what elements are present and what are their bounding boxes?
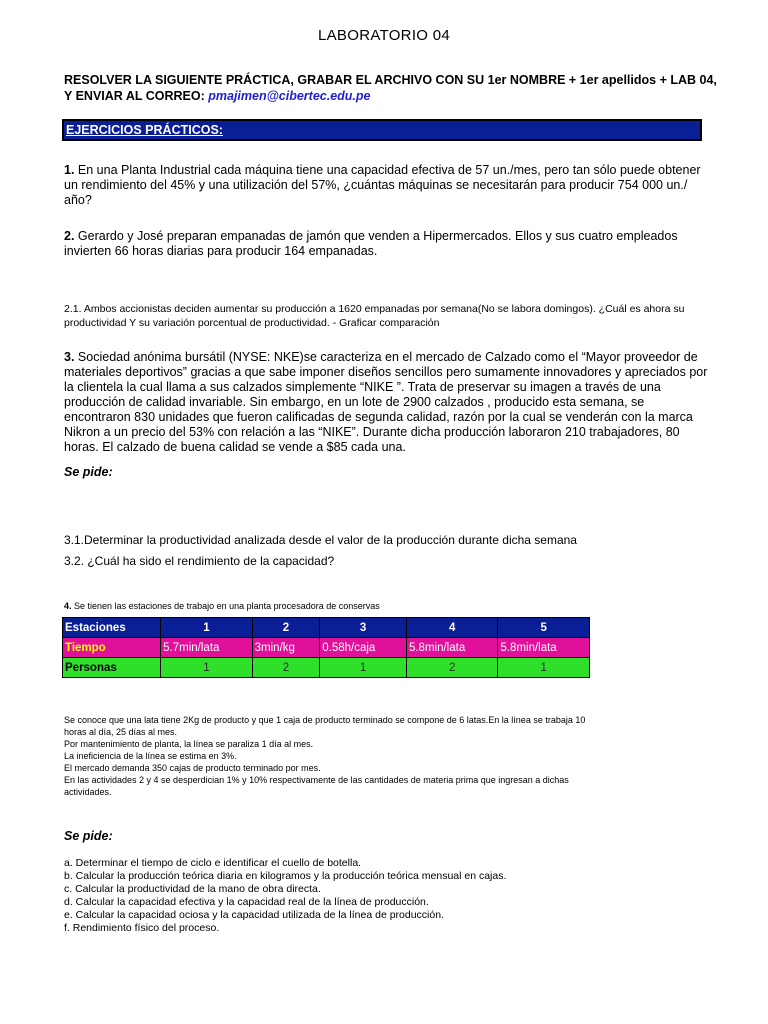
instructions-header: [64, 72, 724, 104]
question-3-1: 3.1.Determinar la productividad analizada desde el valor de la producción durante dicha semana: [64, 533, 577, 547]
table-row-time: [63, 638, 590, 658]
task-item: c. Calcular la productividad de la mano de obra directa.: [64, 883, 321, 895]
task-item: e. Calcular la capacidad ociosa y la capacidad utilizada de la línea de producción.: [64, 909, 444, 921]
question-3-text: Sociedad anónima bursátil (NYSE: NKE)se caracteriza en el mercado de Calzado como el “Mayor proveedor de materiales deportivos” gracias a que sabe imponer diseños sencillos pero sumamente innovadores y apreciados por la clientela la cual llama a sus calzados simplemente “NIKE ”. Trata de preservar su imagen a través de una producción de calidad invariable. Sin embargo, en un lote de 2900 calzados , producido esta semana, se encontraron 830 unidades que fueron calificadas de segunda calidad, razón por la cual se venderán con la marca Nikron a un precio del 53% con relación a las “NIKE”. Durante dicha producción laboraron 210 trabajadores, 80 horas. El calzado de buena calidad se vende a $85 cada una.: [64, 350, 708, 454]
question-3-number: 3.: [64, 350, 75, 364]
problem-notes: [64, 714, 714, 798]
note-line: Se conoce que una lata tiene 2Kg de producto y que 1 caja de producto terminado se compone de 6 latas.En la línea se trabaja 10: [64, 715, 586, 725]
question-2-1: 2.1. Ambos accionistas deciden aumentar su producción a 1620 empanadas por semana(No se labora domingos). ¿Cuál es ahora su productividad Y su variación porcentual de productividad. - Graficar comparación: [64, 303, 685, 329]
note-line: La ineficiencia de la línea se estima en 3%.: [64, 751, 237, 761]
table-cell: 1: [161, 658, 252, 678]
table-cell: 2: [252, 658, 320, 678]
section-banner: EJERCICIOS PRÁCTICOS:: [62, 119, 702, 141]
table-cell: Estaciones: [63, 618, 161, 638]
question-3: [64, 350, 714, 455]
task-item: f. Rendimiento físico del proceso.: [64, 922, 220, 934]
table-cell: 3min/kg: [252, 638, 320, 658]
table-cell: Tiempo: [63, 638, 161, 658]
question-1: [64, 163, 714, 208]
question-4-number: 4.: [64, 601, 72, 611]
note-line: horas al día, 25 días al mes.: [64, 727, 178, 737]
question-3-se-pide: Se pide:: [64, 465, 113, 479]
task-item: b. Calcular la producción teórica diaria en kilogramos y la producción teórica mensual en cajas.: [64, 870, 507, 882]
table-cell: 4: [406, 618, 497, 638]
table-cell: 5.8min/lata: [406, 638, 497, 658]
table-row-stations: [63, 618, 590, 638]
table-cell: 1: [498, 658, 590, 678]
task-item: d. Calcular la capacidad efectiva y la capacidad real de la línea de producción.: [64, 896, 429, 908]
page-title: LABORATORIO 04: [317, 27, 451, 44]
table-cell: 0.58h/caja: [320, 638, 407, 658]
table-cell: 1: [320, 658, 407, 678]
table-cell: 3: [320, 618, 407, 638]
table-cell: 2: [252, 618, 320, 638]
question-2: [64, 229, 714, 259]
table-row-people: [63, 658, 590, 678]
question-3-2: 3.2. ¿Cuál ha sido el rendimiento de la capacidad?: [64, 554, 335, 568]
stations-table: [62, 617, 590, 678]
table-cell: 5: [498, 618, 590, 638]
table-cell: 1: [161, 618, 252, 638]
task-list: [64, 857, 714, 935]
task-item: a. Determinar el tiempo de ciclo e identificar el cuello de botella.: [64, 857, 362, 869]
question-1-text: En una Planta Industrial cada máquina tiene una capacidad efectiva de 57 un./mes, pero tan sólo puede obtener un rendimiento del 45% y una utilización del 57%, ¿cuántas máquinas se necesitarán para producir 754 000 un./ año?: [64, 163, 701, 207]
question-2-text: Gerardo y José preparan empanadas de jamón que venden a Hipermercados. Ellos y sus cuatro empleados invierten 66 horas diarias para producir 164 empanadas.: [64, 229, 678, 258]
note-line: El mercado demanda 350 cajas de producto terminado por mes.: [64, 763, 321, 773]
question-4: [64, 600, 714, 612]
note-line: En las actividades 2 y 4 se desperdician 1% y 10% respectivamente de las cantidades de materia prima que ingresan a dichas: [64, 775, 569, 785]
table-cell: Personas: [63, 658, 161, 678]
question-1-number: 1.: [64, 163, 75, 177]
table-cell: 5.8min/lata: [498, 638, 590, 658]
question-4-se-pide: Se pide:: [64, 829, 113, 843]
question-2-number: 2.: [64, 229, 75, 243]
table-cell: 2: [406, 658, 497, 678]
table-cell: 5.7min/lata: [161, 638, 252, 658]
note-line: Por mantenimiento de planta, la línea se paraliza 1 día al mes.: [64, 739, 314, 749]
email-address: pmajimen@cibertec.edu.pe: [208, 89, 371, 103]
question-4-text: Se tienen las estaciones de trabajo en una planta procesadora de conservas: [74, 601, 380, 611]
note-line: actividades.: [64, 787, 112, 797]
instructions-text: RESOLVER LA SIGUIENTE PRÁCTICA, GRABAR EL ARCHIVO CON SU 1er NOMBRE + 1er apellidos + LAB 04, Y ENVIAR AL CORREO:: [64, 73, 717, 103]
